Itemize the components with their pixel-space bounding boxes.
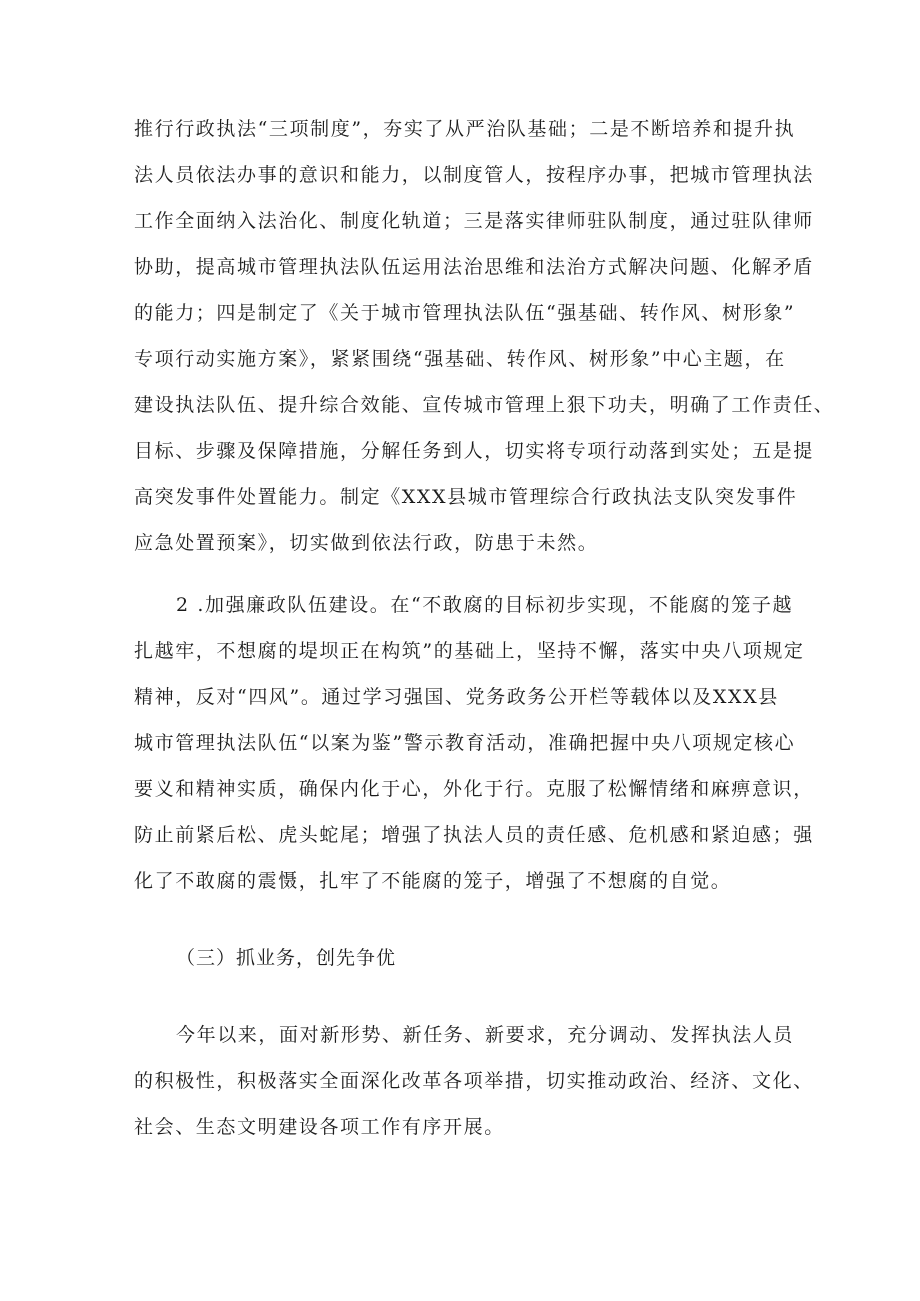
text-line: 扎越牢，不想腐的堤坝正在构筑”的基础上，坚持不懈，落实中央八项规定: [134, 640, 805, 662]
text-line: 目标、步骤及保障措施，分解任务到人，切实将专项行动落到实处；五是提: [134, 440, 814, 462]
text-line: 社会、生态文明建设各项工作有序开展。: [134, 1116, 505, 1138]
text-line: 今年以来，面对新形势、新任务、新要求，充分调动、发挥执法人员: [176, 1024, 795, 1046]
text-line: 化了不敢腐的震慑，扎牢了不能腐的笼子，增强了不想腐的自觉。: [134, 870, 732, 892]
text-line: 的能力；四是制定了《关于城市管理执法队伍“强基础、转作风、树形象”: [134, 302, 796, 324]
text-line: 建设执法队伍、提升综合效能、宣传城市管理上狠下功夫，明确了工作责任、: [134, 394, 835, 416]
text-line: 要义和精神实质，确保内化于心，外化于行。克服了松懈情绪和麻痹意识，: [134, 778, 814, 800]
section-heading: （三）抓业务，创先争优: [176, 947, 397, 969]
text-line: 专项行动实施方案》，紧紧围绕“强基础、转作风、树形象”中心主题，在: [134, 348, 786, 370]
text-line: 的积极性，积极落实全面深化改革各项举措，切实推动政治、经济、文化、: [134, 1070, 814, 1092]
text-line: 城市管理执法队伍“以案为鉴”警示教育活动，准确把握中央八项规定核心: [134, 732, 796, 754]
text-line: 协助，提高城市管理执法队伍运用法治思维和法治方式解决问题、化解矛盾: [134, 256, 814, 278]
text-line: 精神，反对“四风”。通过学习强国、党务政务公开栏等载体以及XXX县: [134, 686, 779, 708]
text-line: 2 .加强廉政队伍建设。在“不敢腐的目标初步实现，不能腐的笼子越: [176, 594, 794, 616]
text-line: 高突发事件处置能力。制定《XXX县城市管理综合行政执法支队突发事件: [134, 486, 798, 508]
text-line: 法人员依法办事的意识和能力，以制度管人，按程序办事，把城市管理执法: [134, 164, 814, 186]
text-line: 应急处置预案》，切实做到依法行政，防患于未然。: [134, 532, 599, 554]
text-line: 工作全面纳入法治化、制度化轨道；三是落实律师驻队制度，通过驻队律师: [134, 210, 814, 232]
text-line: 推行行政执法“三项制度”，夯实了从严治队基础；二是不断培养和提升执: [134, 118, 796, 140]
text-line: 防止前紧后松、虎头蛇尾；增强了执法人员的责任感、危机感和紧迫感；强: [134, 824, 814, 846]
